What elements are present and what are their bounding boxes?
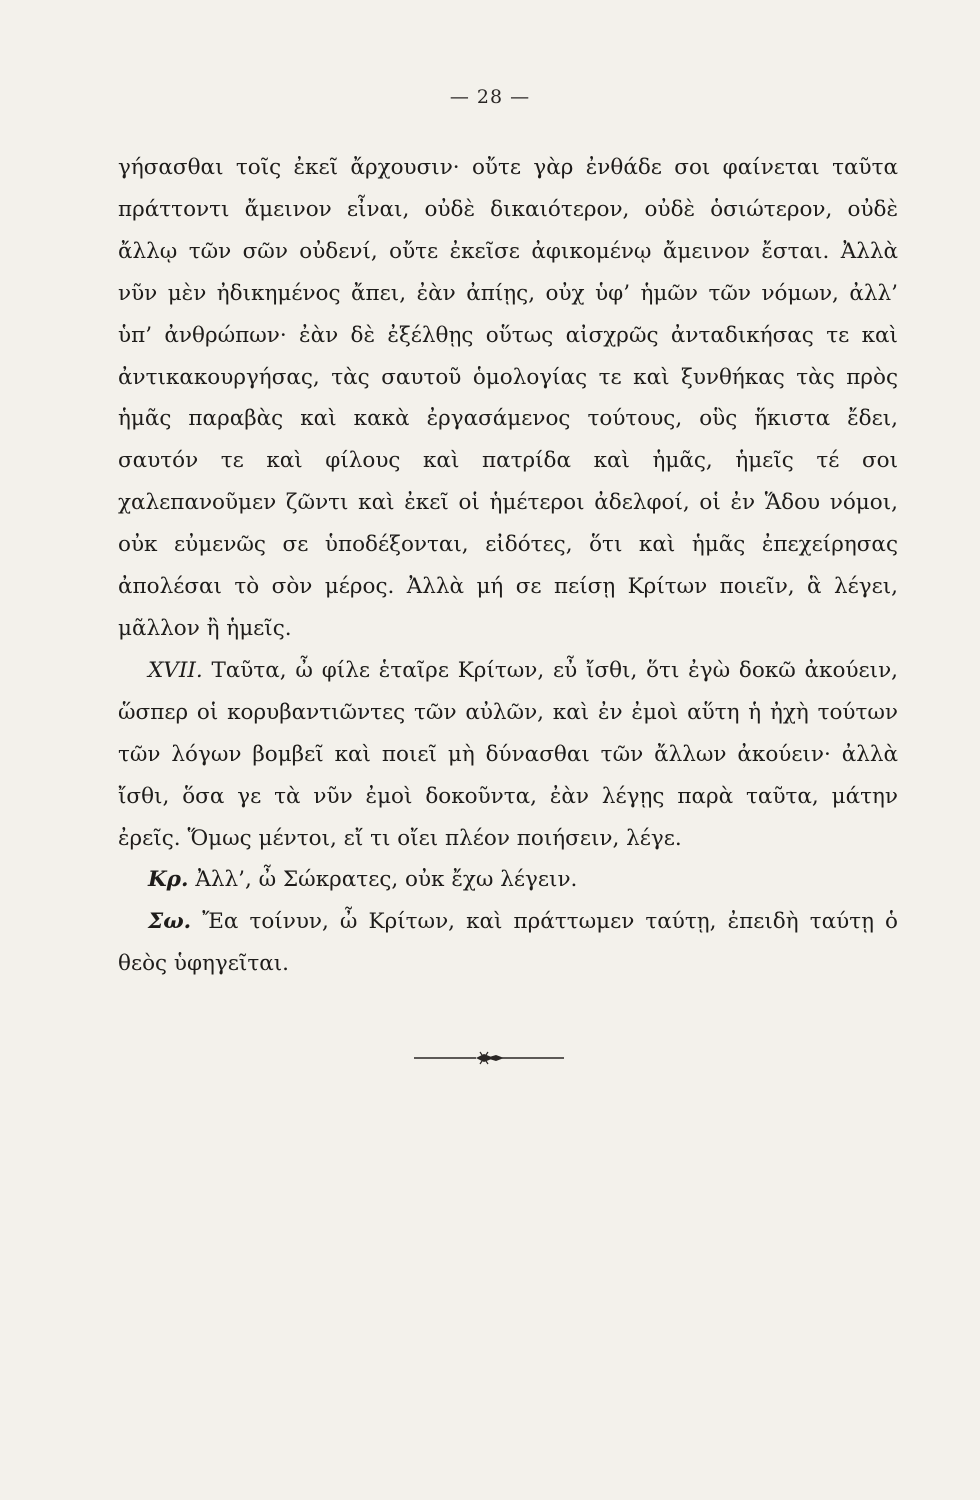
speaker-label-kriton: Κρ. [148, 867, 189, 893]
paragraph-section-xvii [118, 650, 898, 860]
end-ornament-icon [414, 1046, 564, 1070]
page-number: — 28 — [449, 86, 531, 108]
dialogue-line-sokrates [118, 901, 898, 985]
dialogue-text: Ἀλλ’, ὦ Σώκρατες, οὐκ ἔχω λέγειν. [195, 867, 578, 893]
paragraph-continuation: γήσασθαι τοῖς ἐκεῖ ἄρχουσιν· οὔτε γὰρ ἐνθάδε σοι φαίνεται ταῦτα πράττοντι ἄμεινον εἶναι, οὐδὲ δικαιότερον, οὐδὲ ὁσιώτερον, οὐδὲ ἄλλῳ τῶν σῶν οὐδενί, οὔτε ἐκεῖσε ἀφικομένῳ ἄμεινον ἔσται. Ἀλλὰ νῦν μὲν ἠδικημένος ἄπει, ἐὰν ἀπίῃς, οὐχ ὑφ’ ἡμῶν τῶν νόμων, ἀλλ’ ὑπ’ ἀνθρώπων· ἐὰν δὲ ἐξέλθῃς οὕτως αἰσχρῶς ἀνταδικήσας τε καὶ ἀντικακουργήσας, τὰς σαυτοῦ ὁμολογίας τε καὶ ξυνθήκας τὰς πρὸς ἡμᾶς παραβὰς καὶ κακὰ ἐργασάμενος τούτους, οὓς ἥκιστα ἔδει, σαυτόν τε καὶ φίλους καὶ πατρίδα καὶ ἡμᾶς, ἡμεῖς τέ σοι χαλεπανοῦμεν ζῶντι καὶ ἐκεῖ οἱ ἡμέτεροι ἀδελφοί, οἱ ἐν Ἅδου νόμοι, οὐκ εὐμενῶς σε ὑποδέξονται, εἰδότες, ὅτι καὶ ἡμᾶς ἐπεχείρησας ἀπολέσαι τὸ σὸν μέρος. Ἀλλὰ μή σε πείσῃ Κρίτων ποιεῖν, ἃ λέγει, μᾶλλον ἢ ἡμεῖς. [118, 155, 898, 641]
dialogue-line-kriton [118, 859, 898, 901]
body-text [118, 147, 898, 985]
dialogue-text: Ἔα τοίνυν, ὦ Κρίτων, καὶ πράττωμεν ταύτῃ, ἐπειδὴ ταύτῃ ὁ θεὸς ὑφηγεῖται. [118, 909, 898, 977]
speaker-label-sokrates: Σω. [148, 909, 192, 935]
paragraph-text: Ταῦτα, ὦ φίλε ἑταῖρε Κρίτων, εὖ ἴσθι, ὅτι ἐγὼ δοκῶ ἀκούειν, ὥσπερ οἱ κορυβαντιῶντες τῶν αὐλῶν, καὶ ἐν ἐμοὶ αὕτη ἡ ἠχὴ τούτων τῶν λόγων βομβεῖ καὶ ποιεῖ μὴ δύνασθαι τῶν ἄλλων ἀκούειν· ἀλλὰ ἴσθι, ὅσα γε τὰ νῦν ἐμοὶ δοκοῦντα, ἐὰν λέγῃς παρὰ ταῦτα, μάτην ἐρεῖς. Ὅμως μέντοι, εἴ τι οἴει πλέον ποιήσειν, λέγε. [118, 657, 898, 851]
section-number: XVII. [148, 657, 203, 683]
